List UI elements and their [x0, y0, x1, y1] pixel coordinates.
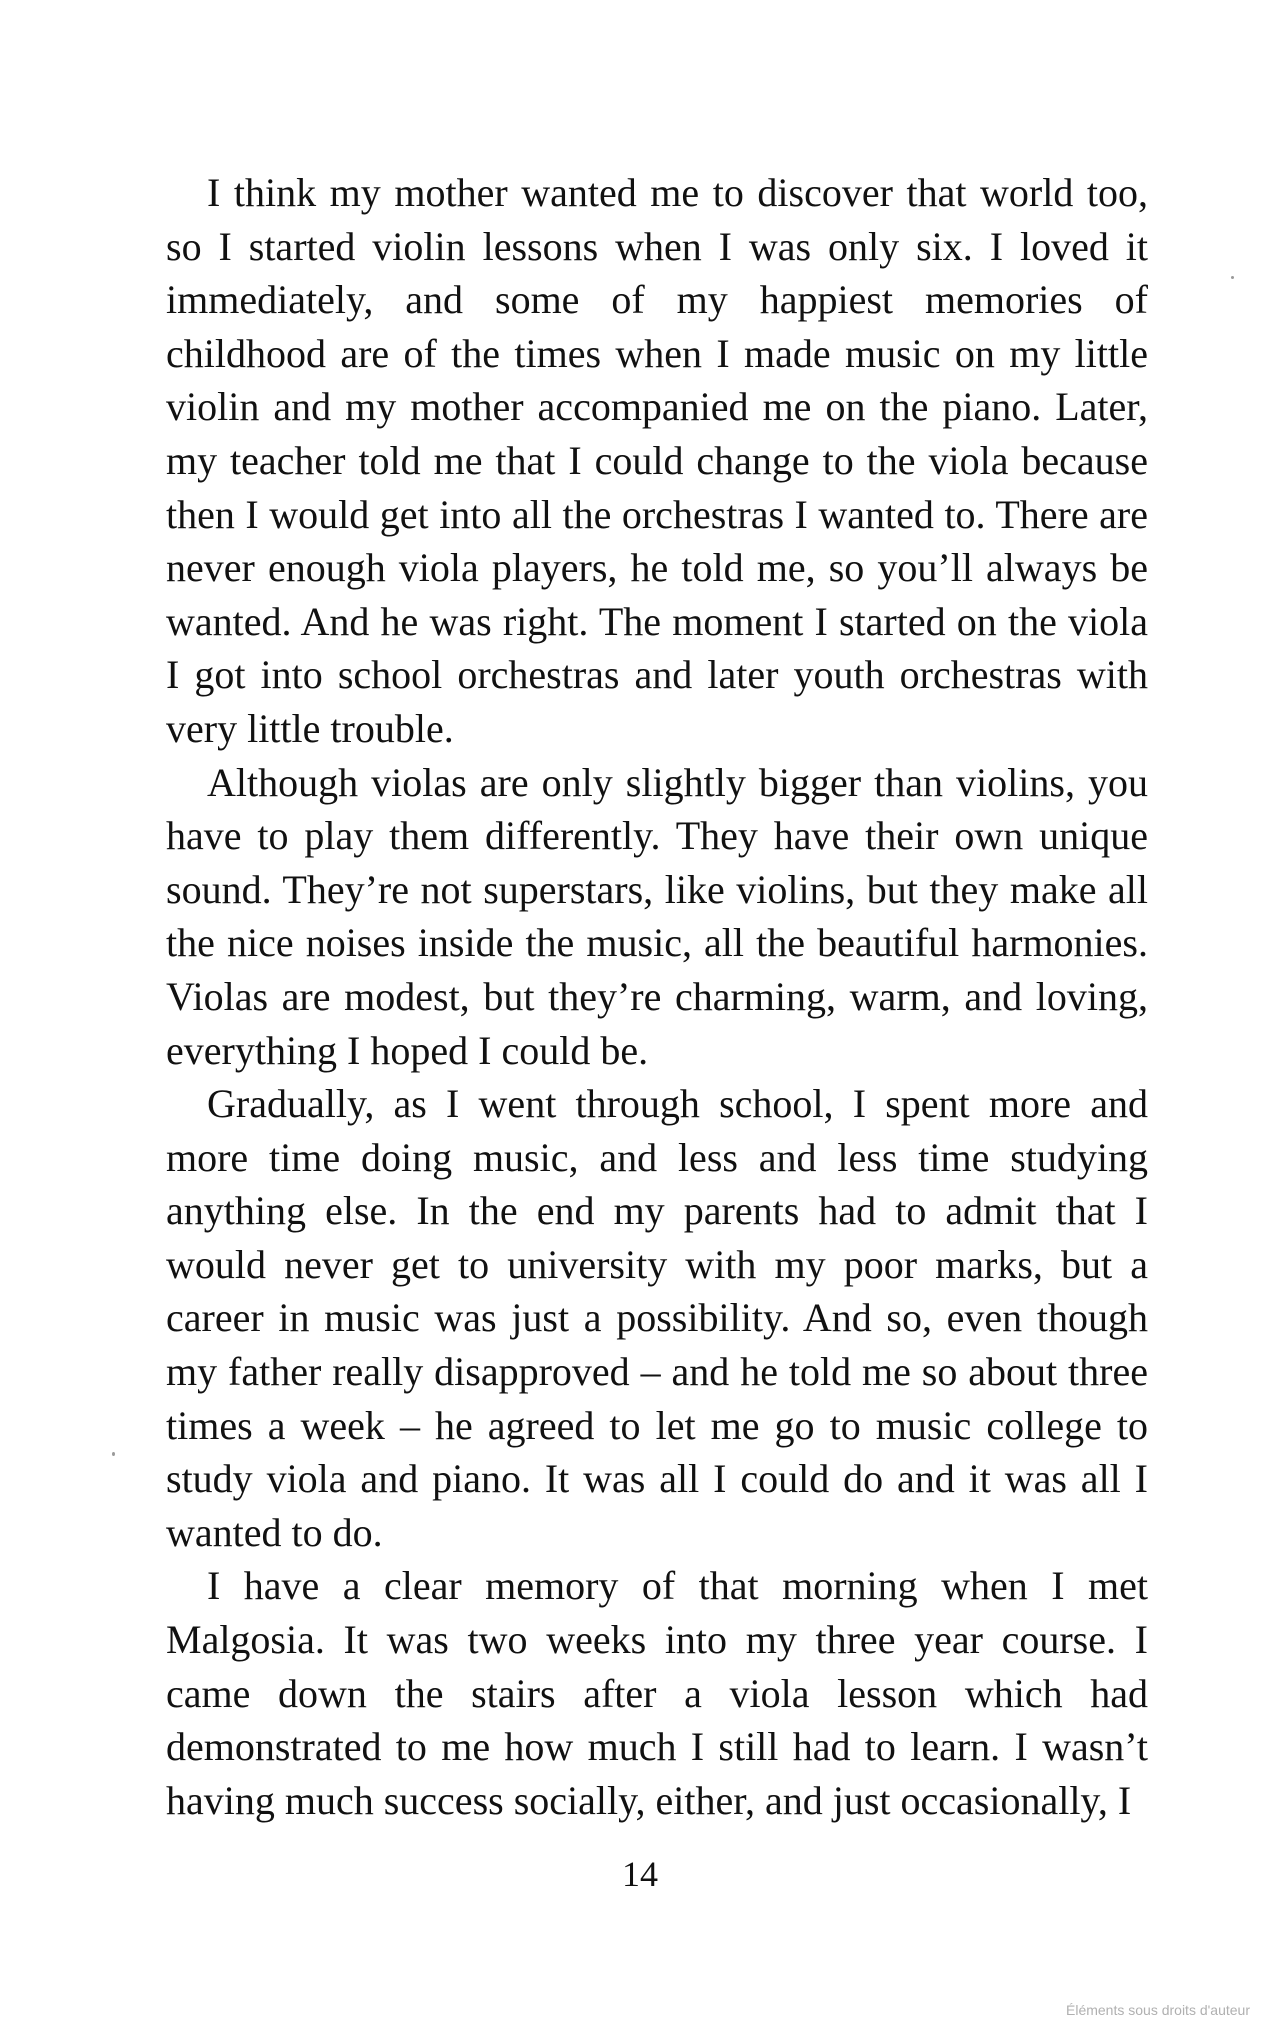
paragraph-1: I think my mother wanted me to discover that world too, so I started violin lessons when I was only six. I loved it immediately, and some of my happiest memories of childhood are of the times when I made music on my little violin and my mother accompanied me on the piano. Later, my teacher told me that I could change to the viola because then I would get into all the orchestras I wanted to. There are never enough viola players, he told me, so you’ll always be wanted. And he was right. The moment I started on the viola I got into school orchestras and later youth orchestras with very little trouble.	[166, 170, 1148, 751]
scan-speck	[112, 1452, 115, 1456]
paragraph-2: Although violas are only slightly bigger than violins, you have to play them differently. They have their own unique sound. They’re not superstars, like violins, but they make all the nice noises inside the music, all the beautiful harmonies. Violas are modest, but they’re charming, warm, and loving, everything I hoped I could be.	[166, 759, 1148, 1073]
page-number: 14	[622, 1854, 658, 1894]
scan-speck	[1231, 276, 1234, 279]
paragraph-4: I have a clear memory of that morning when I met Malgosia. It was two weeks into my three year course. I came down the stairs after a viola lesson which had demonstrated to me how much I still had to learn. I wasn’t having much success socially, either, and just occasionally, I	[166, 1563, 1148, 1823]
body-text	[166, 166, 1148, 1827]
copyright-watermark: Éléments sous droits d'auteur	[1066, 2002, 1250, 2018]
paragraph-3: Gradually, as I went through school, I spent more and more time doing music, and less and less time studying anything else. In the end my parents had to admit that I would never get to university with my poor marks, but a career in music was just a possibility. And so, even though my father really disapproved – and he told me so about three times a week – he agreed to let me go to music college to study viola and piano. It was all I could do and it was all I wanted to do.	[166, 1081, 1148, 1555]
